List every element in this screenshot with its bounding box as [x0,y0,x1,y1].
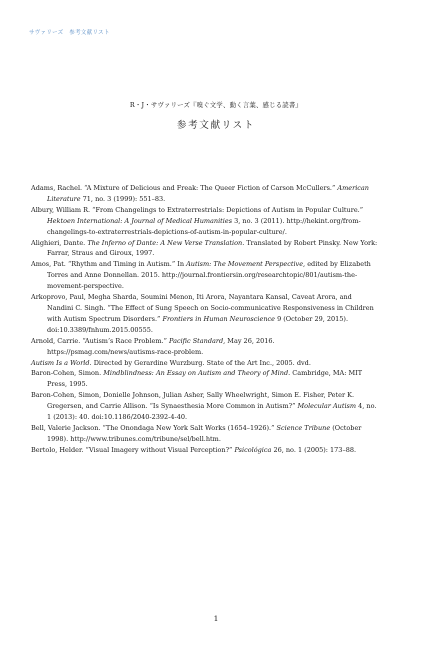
reference-text: 3, no. 3 (2011). http://hekint.org/from-changelings-to-extraterrestrials-depictions-of-autism-in-popular-culture/. [47,216,361,236]
reference-entry [31,368,379,390]
reference-text: 26, no. 1 (2005): 173–88. [271,445,357,454]
reference-entry [31,259,379,292]
reference-entry [31,183,379,205]
reference-text: Translated by Robert Pinsky. New York: Farrar, Straus and Giroux, 1997. [47,238,378,258]
reference-text: Amos, Pat. “Rhythm and Timing in Autism.” In [31,260,187,269]
reference-entry [31,445,379,456]
reference-text: Alighieri, Dante. [31,238,88,247]
reference-text: May 26, 2016. https://psmag.com/news/autisms-race-problem. [47,336,275,356]
reference-text: Cambridge, MA: MIT Press, 1995. [47,369,363,389]
book-title: R・J・サヴァリーズ『嗅ぐ文学、動く言葉、感じる読書』 [129,101,303,109]
reference-italic-title: Science Tribune [276,423,331,432]
reference-text: Arkoprovo, Paul, Megha Sharda, Soumini Menon, Iti Arora, Nayantara Kansal, Caveat Arora, and Nandini C. Singh. “The Effect of Sung Speech on Socio-communicative Responsiveness in Children with Autism Spectrum Disorders.” [31,293,374,323]
reference-text: Arnold, Carrie. “Autism’s Race Problem.” [31,336,169,345]
reference-text: Bell, Valerie Jackson. “The Onondaga New York Salt Works (1654–1926).” [31,423,277,432]
reference-italic-title: Hektoen International: A Journal of Medical Humanities [47,216,233,225]
reference-text: Baron-Cohen, Simon, Donielle Johnson, Julian Asher, Sally Wheelwright, Simon E. Fisher, Peter K. Gregersen, and Carrie Allison. “Is Synaesthesia More Common in Autism?” [31,391,355,411]
reference-text: edited by Elizabeth Torres and Anne Donnellan. 2015. http://journal.frontiersin.org/researchtopic/801/autism-the-movement-perspective. [47,260,371,291]
page-number: 1 [213,614,219,623]
reference-list [31,183,379,456]
reference-text: Bertolo, Helder. “Visual Imagery without Visual Perception?” [31,445,235,454]
reference-italic-title: Autism: The Movement Perspective, [186,260,306,269]
reference-italic-title: Psicológica [234,445,272,454]
running-head: サヴァリーズ 参考文献リスト [29,30,110,36]
reference-entry [31,205,379,238]
reference-text: 9 (October 29, 2015). doi:10.3389/fnhum.2015.00555. [47,314,349,334]
reference-italic-title: Autism Is a World. [31,358,92,367]
reference-italic-title: The Inferno of Dante: A New Verse Translation. [87,238,245,247]
reference-italic-title: American Literature [47,184,369,203]
section-title: 参考文献リスト [176,120,256,131]
reference-text: Albury, William R. “From Changelings to Extraterrestrials: Depictions of Autism in Popular Culture.” [31,205,364,214]
reference-text: 71, no. 3 (1999): 551–83. [80,194,166,203]
reference-entry [31,238,379,260]
reference-text: (October 1998). http://www.tribunes.com/tribune/sel/bell.htm. [47,423,362,443]
reference-italic-title: Pacific Standard, [169,336,226,345]
reference-text: Adams, Rachel. “A Mixture of Delicious and Freak: The Queer Fiction of Carson McCullers.” [31,184,338,192]
reference-text: Baron-Cohen, Simon. [31,369,104,378]
reference-entry [31,390,379,423]
reference-text: 4, no. 1 (2013): 40. doi:10.1186/2040-2392-4-40. [47,402,377,422]
reference-entry [31,336,379,358]
reference-italic-title: Frontiers in Human Neuroscience [162,314,275,323]
reference-entry [31,423,379,445]
reference-italic-title: Mindblindness: An Essay on Autism and Theory of Mind. [103,369,291,378]
reference-text: Directed by Gerardine Wurzburg. State of the Art Inc., 2005. dvd. [91,358,311,367]
reference-entry [31,358,379,369]
reference-entry [31,292,379,336]
reference-italic-title: Molecular Autism [297,402,357,411]
